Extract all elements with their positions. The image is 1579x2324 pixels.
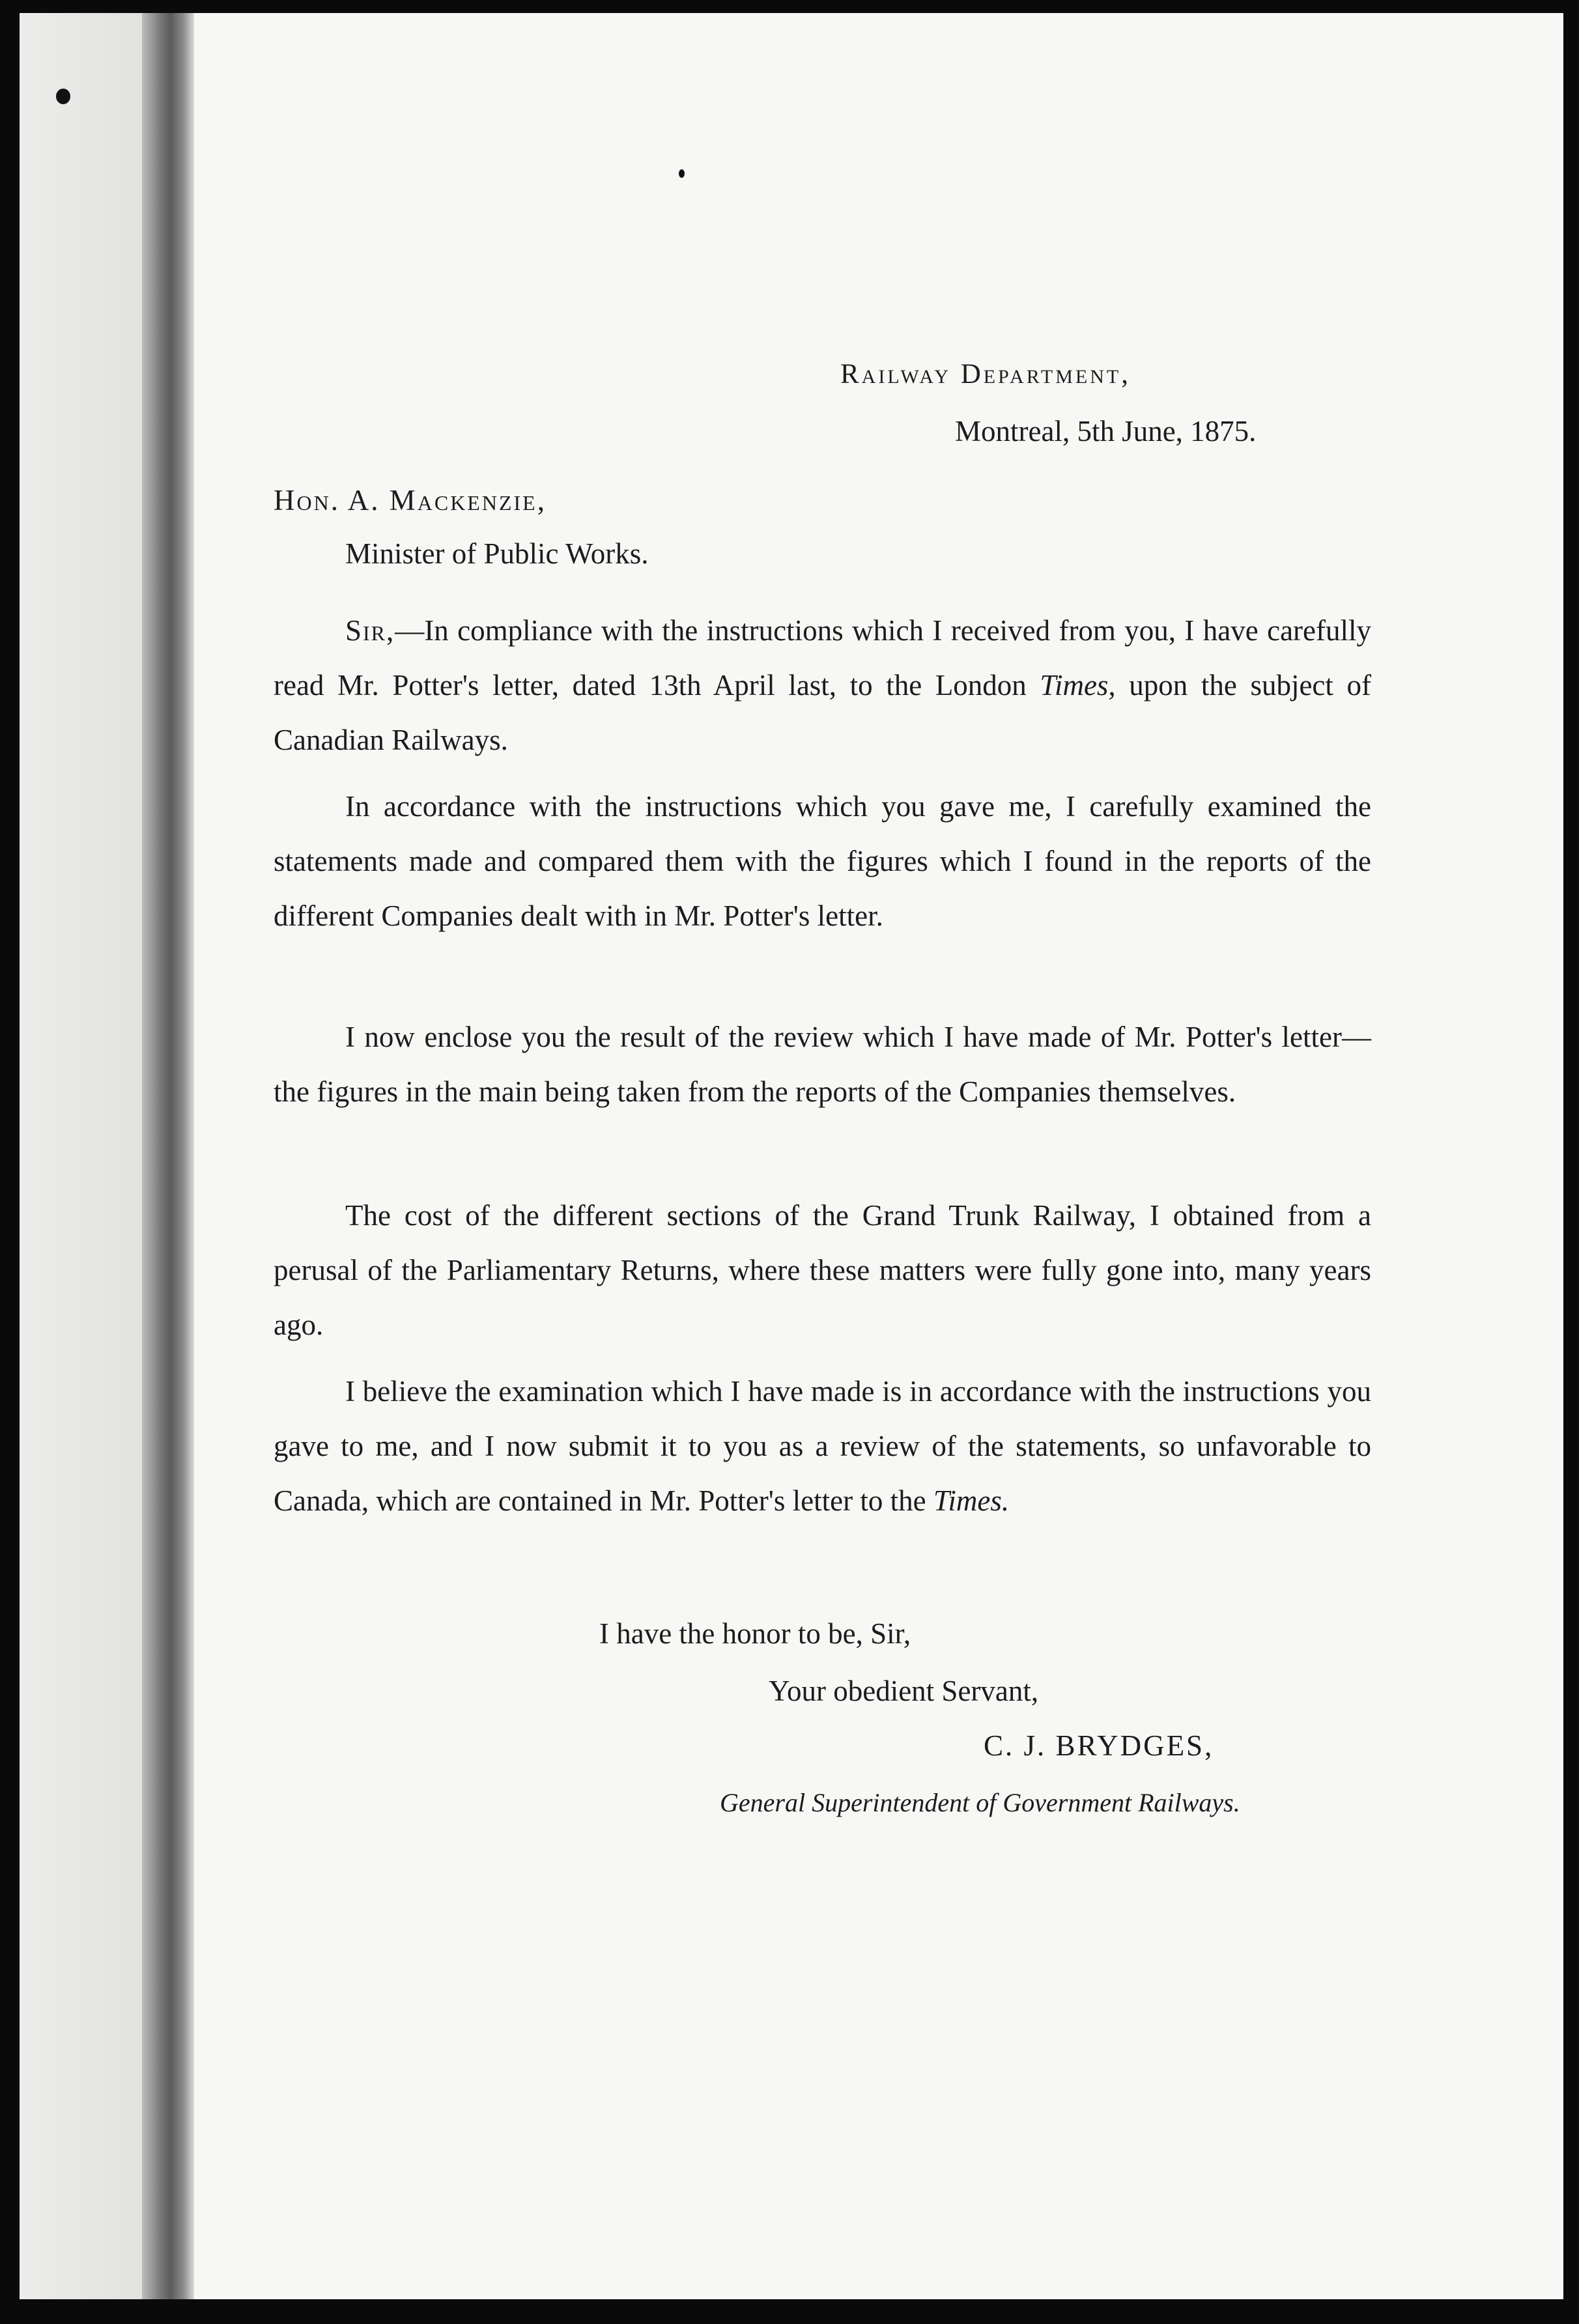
valediction: Your obedient Servant, [769,1675,1039,1707]
newspaper-title: Times, [1040,669,1116,701]
newspaper-title: Times. [933,1484,1010,1517]
paragraph-5 [274,1364,1371,1528]
letter-body [20,13,1563,2299]
paragraph-1-text-a: —In compliance with the instructions which I received from you, I have carefully read Mr. Potter's letter, dated 13th April last, to the London [274,614,1371,701]
salutation: Sir, [345,614,395,647]
place-date-line: Montreal, 5th June, 1875. [955,415,1257,447]
addressee-title: Minister of Public Works. [345,537,649,570]
paragraph-1 [274,603,1371,767]
paragraph-5-text-a: I believe the examination which I have made is in accordance with the instructions you gave to me, and I now submit it to you as a review of the statements, so unfavorable to Canada, which are contained in Mr. Potter's letter to the [274,1375,1371,1517]
paragraph-2: In accordance with the instructions which you gave me, I carefully examined the statements made and compared them with the figures which I found in the reports of the different Companies dealt with in Mr. Potter's letter. [274,790,1371,932]
paragraph-4: The cost of the different sections of the Grand Trunk Railway, I obtained from a perusal of the Parliamentary Returns, where these matters were fully gone into, many years ago. [274,1199,1371,1341]
closing-line: I have the honor to be, Sir, [599,1617,911,1650]
document-page [20,13,1563,2299]
signer-title: General Superintendent of Government Railways. [720,1788,1240,1817]
signer-name: C. J. BRYDGES, [984,1729,1214,1762]
department-heading: Railway Department, [840,359,1131,390]
paragraph-1-text-b: upon the subject of Canadian Railways. [274,669,1371,756]
addressee-name: Hon. A. Mackenzie, [274,484,547,517]
paragraph-3: I now enclose you the result of the review which I have made of Mr. Potter's letter—the figures in the main being taken from the reports of the Companies themselves. [274,1021,1371,1108]
